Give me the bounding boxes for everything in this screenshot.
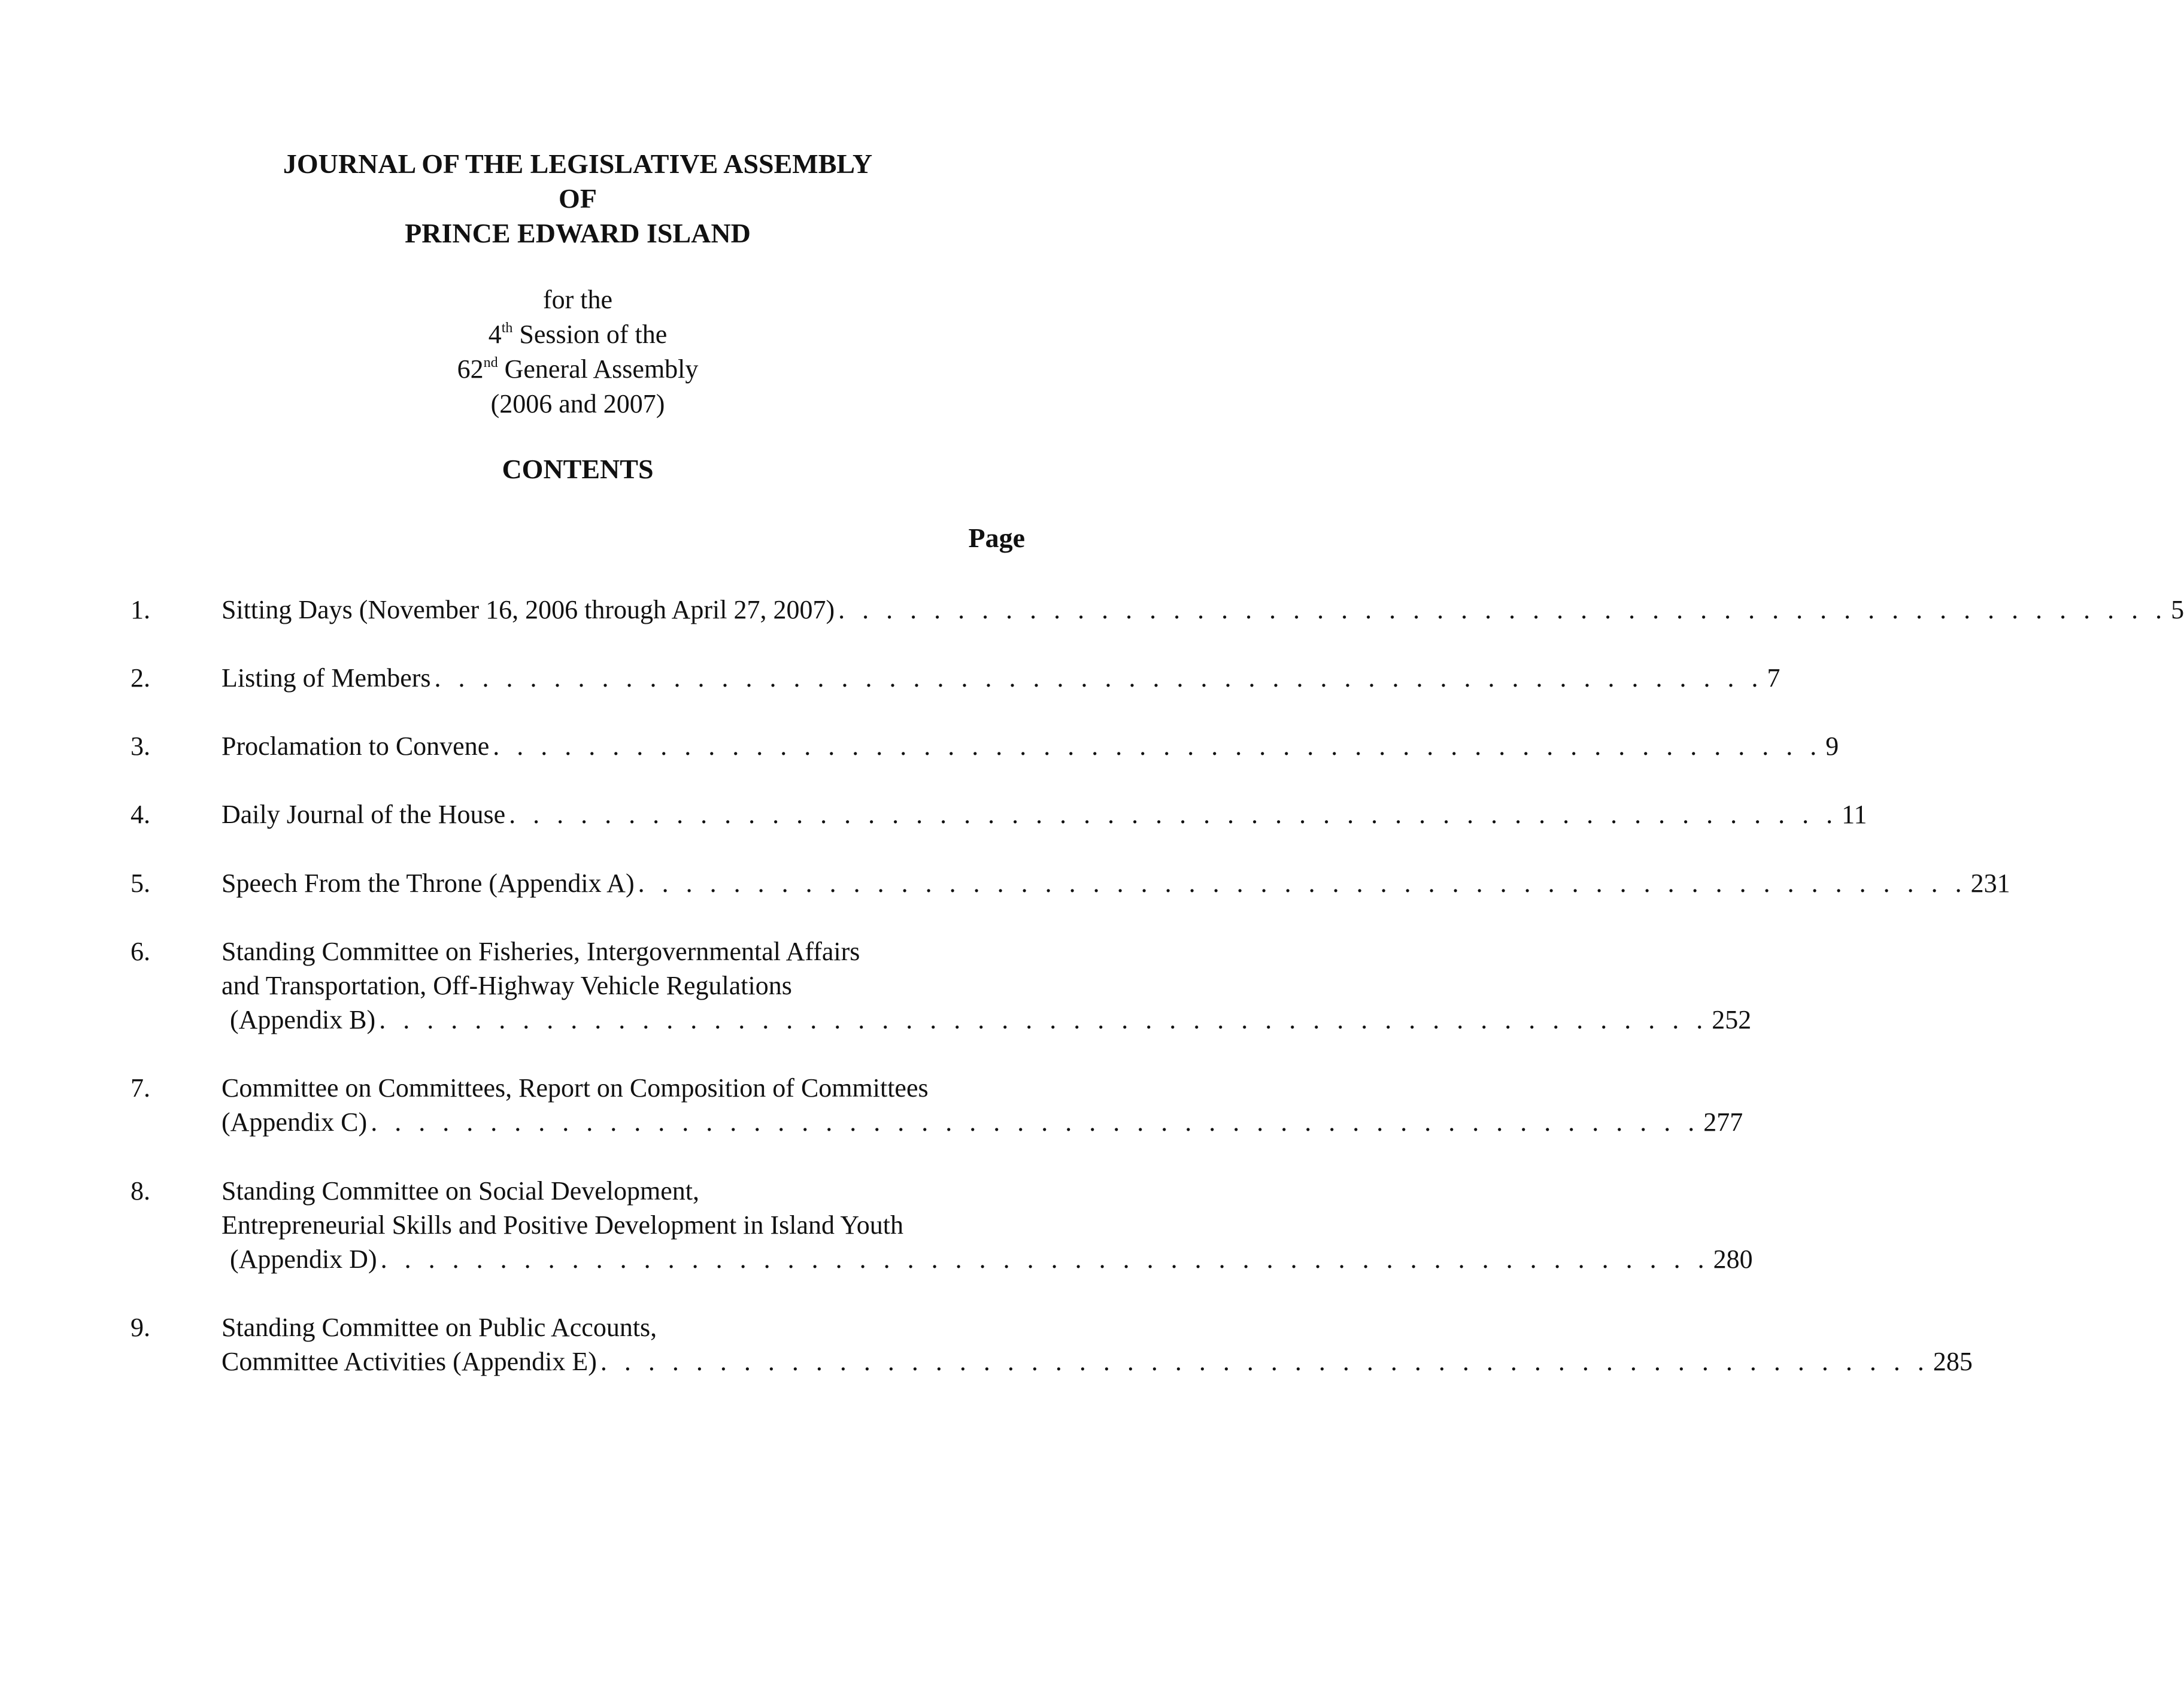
toc-entry-leader-line	[222, 1344, 1973, 1379]
toc-entry-number: 4.	[131, 800, 150, 829]
toc-entry-page-number: 9	[1825, 731, 1839, 761]
toc-entry-body	[222, 797, 1867, 831]
toc-entry-leader-line	[222, 661, 1780, 695]
toc-entry-body	[222, 1174, 1753, 1276]
toc-entry-number: 7.	[131, 1073, 150, 1103]
assembly-ordinal-suffix: nd	[483, 355, 498, 371]
toc-entry-leader-line	[222, 866, 2010, 900]
toc-leader-dots: . . . . . . . . . . . . . . . . . . . . . . . . . . . . . . . . . . . . . . . . . . . . . . . . . . . . . . . .	[379, 1005, 1709, 1034]
toc-entry-number: 9.	[131, 1313, 150, 1342]
toc-entry-page-number: 285	[1933, 1347, 1973, 1376]
toc-leader-dots: . . . . . . . . . . . . . . . . . . . . . . . . . . . . . . . . . . . . . . . . . . . . . . . . . . . . . . . .	[600, 1347, 1930, 1376]
toc-entry-title-line: Committee on Committees, Report on Composition of Committees	[222, 1073, 929, 1103]
toc-leader-dots: . . . . . . . . . . . . . . . . . . . . . . . . . . . . . . . . . . . . . . . . . . . . . . . . . . . . . . . .	[509, 800, 1839, 829]
toc-entry-page-number: 252	[1712, 1005, 1752, 1034]
toc-entry-body	[222, 866, 2010, 900]
toc-entry-page-number: 277	[1703, 1107, 1743, 1137]
toc-entry-leader-line	[222, 1105, 1743, 1139]
years-text: (2006 and 2007)	[490, 389, 665, 418]
toc-entry-body	[222, 1310, 1973, 1379]
toc-entry-number: 1.	[131, 595, 150, 624]
toc-entry-page-number: 11	[1842, 800, 1867, 829]
toc-entry-title-line: and Transportation, Off-Highway Vehicle Regulations	[222, 971, 792, 1000]
toc-leader-dots: . . . . . . . . . . . . . . . . . . . . . . . . . . . . . . . . . . . . . . . . . . . . . . . . . . . . . . . .	[638, 869, 1967, 898]
toc-leader-dots: . . . . . . . . . . . . . . . . . . . . . . . . . . . . . . . . . . . . . . . . . . . . . . . . . . . . . . . .	[838, 595, 2168, 624]
toc-entry-title: Committee Activities (Appendix E)	[222, 1347, 597, 1376]
toc-entry-number: 6.	[131, 937, 150, 966]
toc-entry-page-number: 7	[1767, 663, 1780, 693]
for-the-text: for the	[542, 285, 613, 314]
toc-entry-page-number: 231	[1970, 869, 2010, 898]
toc-entry-title-line: Standing Committee on Public Accounts,	[222, 1313, 657, 1342]
assembly-number: 62	[457, 354, 484, 384]
toc-entry-page-number: 5	[2171, 595, 2184, 624]
session-line	[0, 317, 1155, 352]
toc-entry-title: Speech From the Throne (Appendix A)	[222, 869, 635, 898]
toc-leader-dots: . . . . . . . . . . . . . . . . . . . . . . . . . . . . . . . . . . . . . . . . . . . . . . . . . . . . . . . .	[371, 1107, 1700, 1137]
toc-leader-dots: . . . . . . . . . . . . . . . . . . . . . . . . . . . . . . . . . . . . . . . . . . . . . . . . . . . . . . . .	[493, 731, 1822, 761]
toc-entry-title: Listing of Members	[222, 663, 431, 693]
toc-entry-body	[222, 593, 2184, 627]
toc-entry-leader-line	[222, 797, 1867, 831]
toc-entry-page-number: 280	[1713, 1244, 1753, 1274]
journal-title-line-3: PRINCE EDWARD ISLAND	[405, 218, 751, 248]
session-text: Session of the	[512, 320, 668, 349]
toc-entry-title-line: Standing Committee on Social Development,	[222, 1176, 699, 1206]
session-ordinal-suffix: th	[501, 320, 513, 336]
toc-leader-dots: . . . . . . . . . . . . . . . . . . . . . . . . . . . . . . . . . . . . . . . . . . . . . . . . . . . . . . . .	[380, 1244, 1710, 1274]
toc-entry-body	[222, 729, 1839, 763]
toc-entry-title: Daily Journal of the House	[222, 800, 506, 829]
toc-entry-number: 3.	[131, 731, 150, 761]
toc-entry-leader-line	[222, 593, 2184, 627]
toc-entry-title: Sitting Days (November 16, 2006 through April 27, 2007)	[222, 595, 835, 624]
toc-entry-title: (Appendix B)	[230, 1005, 376, 1034]
toc-entry-leader-line	[222, 729, 1839, 763]
toc-entry-body	[222, 1071, 1743, 1139]
assembly-line	[0, 352, 1155, 387]
toc-entry-body	[222, 934, 1752, 1037]
toc-entry-number: 5.	[131, 869, 150, 898]
toc-entry-title: (Appendix D)	[230, 1244, 377, 1274]
page-column-label: Page	[968, 523, 1025, 553]
toc-entry-number: 2.	[131, 663, 150, 693]
toc-entry-title: (Appendix C)	[222, 1107, 368, 1137]
toc-leader-dots: . . . . . . . . . . . . . . . . . . . . . . . . . . . . . . . . . . . . . . . . . . . . . . . . . . . . . . . .	[434, 663, 1764, 693]
contents-heading: CONTENTS	[502, 454, 654, 484]
toc-entry-title-line: Entrepreneurial Skills and Positive Development in Island Youth	[222, 1210, 903, 1240]
journal-title-line-1: JOURNAL OF THE LEGISLATIVE ASSEMBLY	[283, 148, 873, 179]
toc-entry-title-line: Standing Committee on Fisheries, Intergovernmental Affairs	[222, 937, 860, 966]
session-number: 4	[488, 320, 502, 349]
toc-entry-number: 8.	[131, 1176, 150, 1206]
toc-entry-body	[222, 661, 1780, 695]
journal-title-line-2: OF	[559, 183, 597, 214]
toc-entry-leader-line	[222, 1003, 1752, 1037]
assembly-text: General Assembly	[498, 354, 699, 384]
toc-entry-title: Proclamation to Convene	[222, 731, 490, 761]
toc-entry-leader-line	[222, 1242, 1753, 1276]
